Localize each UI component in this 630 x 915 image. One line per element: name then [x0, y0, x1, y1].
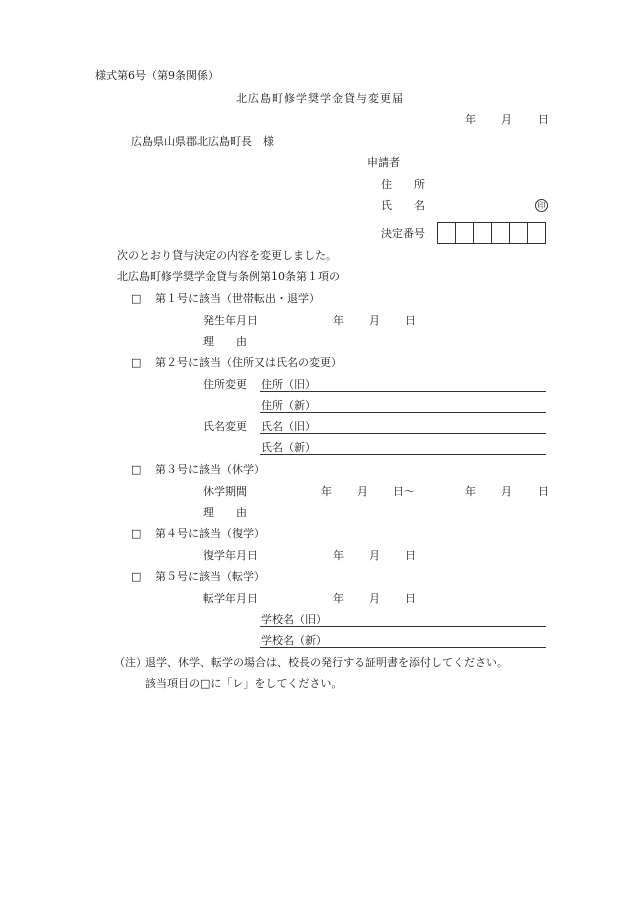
s3-end-month: 月 [501, 485, 512, 498]
old-school-label: 学校名（旧） [261, 613, 327, 626]
decision-number-box[interactable] [456, 223, 474, 243]
name-change-label: 氏名変更 [203, 420, 247, 433]
s3-start-month: 月 [357, 485, 368, 498]
checkbox-s2[interactable]: □ [131, 356, 142, 369]
s4-day: 日 [405, 549, 416, 562]
s1-heading: 第１号に該当（世帯転出・退学） [155, 292, 320, 305]
applicant-address-label: 住 所 [381, 178, 425, 191]
s1-reason-label: 理 由 [203, 335, 247, 348]
s1-day: 日 [405, 314, 416, 327]
new-name-label: 氏名（新） [261, 441, 316, 454]
s3-end-year: 年 [465, 485, 476, 498]
old-address-label: 住所（旧） [261, 378, 316, 391]
s3-start-year: 年 [321, 485, 332, 498]
s1-year: 年 [333, 314, 344, 327]
regulation-text: 北広島町修学奨学金貸与条例第10条第１項の [117, 270, 340, 283]
decision-number-box[interactable] [474, 223, 492, 243]
intro-text: 次のとおり貸与決定の内容を変更しました。 [117, 249, 337, 262]
decision-number-box[interactable] [492, 223, 510, 243]
s5-day: 日 [405, 592, 416, 605]
decision-number-box[interactable] [528, 223, 545, 243]
s4-year: 年 [333, 549, 344, 562]
s2-heading: 第２号に該当（住所又は氏名の変更） [155, 356, 342, 369]
note-line-1: 退学、休学、転学の場合は、校長の発行する証明書を添付してください。 [145, 656, 508, 669]
note-label: （注） [114, 656, 147, 669]
page-title: 北広島町修学奨学金貸与変更届 [236, 92, 404, 105]
s3-end-day: 日 [538, 485, 549, 498]
new-name-line[interactable] [260, 454, 546, 455]
s4-heading: 第４号に該当（復学） [155, 527, 265, 540]
decision-number-label: 決定番号 [381, 227, 425, 240]
date-year: 年 [465, 113, 476, 126]
s1-month: 月 [369, 314, 380, 327]
old-school-line[interactable] [260, 626, 546, 627]
checkbox-s1[interactable]: □ [131, 292, 142, 305]
s5-date-label: 転学年月日 [203, 592, 258, 605]
address-change-label: 住所変更 [203, 378, 247, 391]
s3-period-label: 休学期間 [203, 485, 247, 498]
s4-date-label: 復学年月日 [203, 549, 258, 562]
old-name-line[interactable] [260, 433, 546, 434]
applicant-name-label: 氏 名 [381, 199, 425, 212]
s3-heading: 第３号に該当（休学） [155, 463, 265, 476]
form-number: 様式第6号（第9条関係） [95, 69, 219, 82]
s3-start-day: 日～ [393, 485, 415, 498]
new-address-line[interactable] [260, 412, 546, 413]
decision-number-boxes[interactable] [437, 222, 546, 244]
new-school-label: 学校名（新） [261, 634, 327, 647]
addressee: 広島県山県郡北広島町長 様 [131, 135, 274, 148]
s1-date-label: 発生年月日 [203, 314, 258, 327]
s5-heading: 第５号に該当（転学） [155, 570, 265, 583]
s3-reason-label: 理 由 [203, 506, 247, 519]
new-address-label: 住所（新） [261, 399, 316, 412]
new-school-line[interactable] [260, 647, 546, 648]
seal-mark: 印 [535, 199, 548, 212]
decision-number-box[interactable] [510, 223, 528, 243]
old-name-label: 氏名（旧） [261, 420, 316, 433]
decision-number-box[interactable] [438, 223, 456, 243]
s5-year: 年 [333, 592, 344, 605]
old-address-line[interactable] [260, 391, 546, 392]
note-line-2: 該当項目の□に「レ」をしてください。 [145, 677, 343, 690]
checkbox-s5[interactable]: □ [131, 570, 142, 583]
s5-month: 月 [369, 592, 380, 605]
checkbox-s3[interactable]: □ [131, 463, 142, 476]
checkbox-s4[interactable]: □ [131, 527, 142, 540]
s4-month: 月 [369, 549, 380, 562]
date-month: 月 [501, 113, 512, 126]
date-day: 日 [538, 113, 549, 126]
applicant-label: 申請者 [367, 156, 400, 169]
